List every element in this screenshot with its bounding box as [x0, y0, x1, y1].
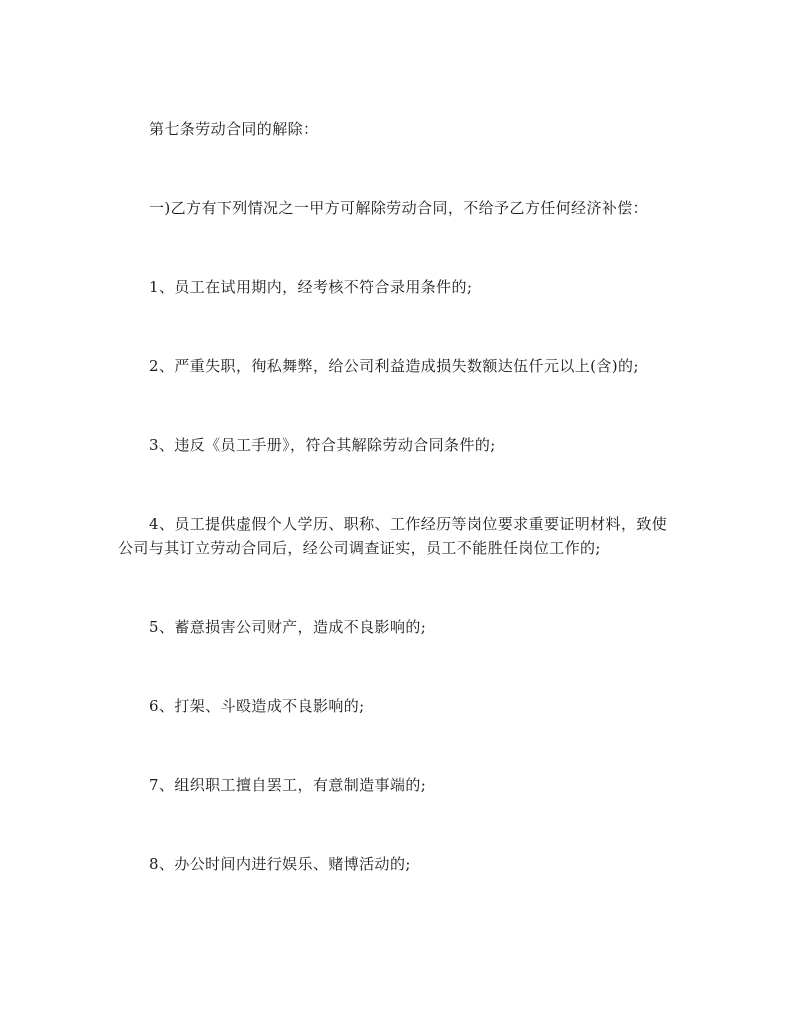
list-item-5: 5、蓄意损害公司财产，造成不良影响的;: [149, 618, 427, 636]
list-item-8: 8、办公时间内进行娱乐、赌博活动的;: [149, 855, 411, 873]
section-heading: 第七条劳动合同的解除：: [149, 120, 319, 138]
list-item-1: 1、员工在试用期内，经考核不符合录用条件的;: [149, 278, 473, 296]
list-item-4: 4、员工提供虚假个人学历、职称、工作经历等岗位要求重要证明材料，致使公司与其订立劳动合同后，经公司调查证实，员工不能胜任岗位工作的;: [118, 515, 668, 557]
list-item-7: 7、组织职工擅自罢工，有意制造事端的;: [149, 776, 427, 794]
list-item-2: 2、严重失职，徇私舞弊，给公司利益造成损失数额达伍仟元以上(含)的;: [149, 357, 639, 375]
list-item-3: 3、违反《员工手册》，符合其解除劳动合同条件的;: [149, 436, 496, 454]
list-item-6: 6、打架、斗殴造成不良影响的;: [149, 697, 365, 715]
intro-paragraph: 一)乙方有下列情况之一甲方可解除劳动合同，不给予乙方任何经济补偿：: [149, 199, 649, 217]
